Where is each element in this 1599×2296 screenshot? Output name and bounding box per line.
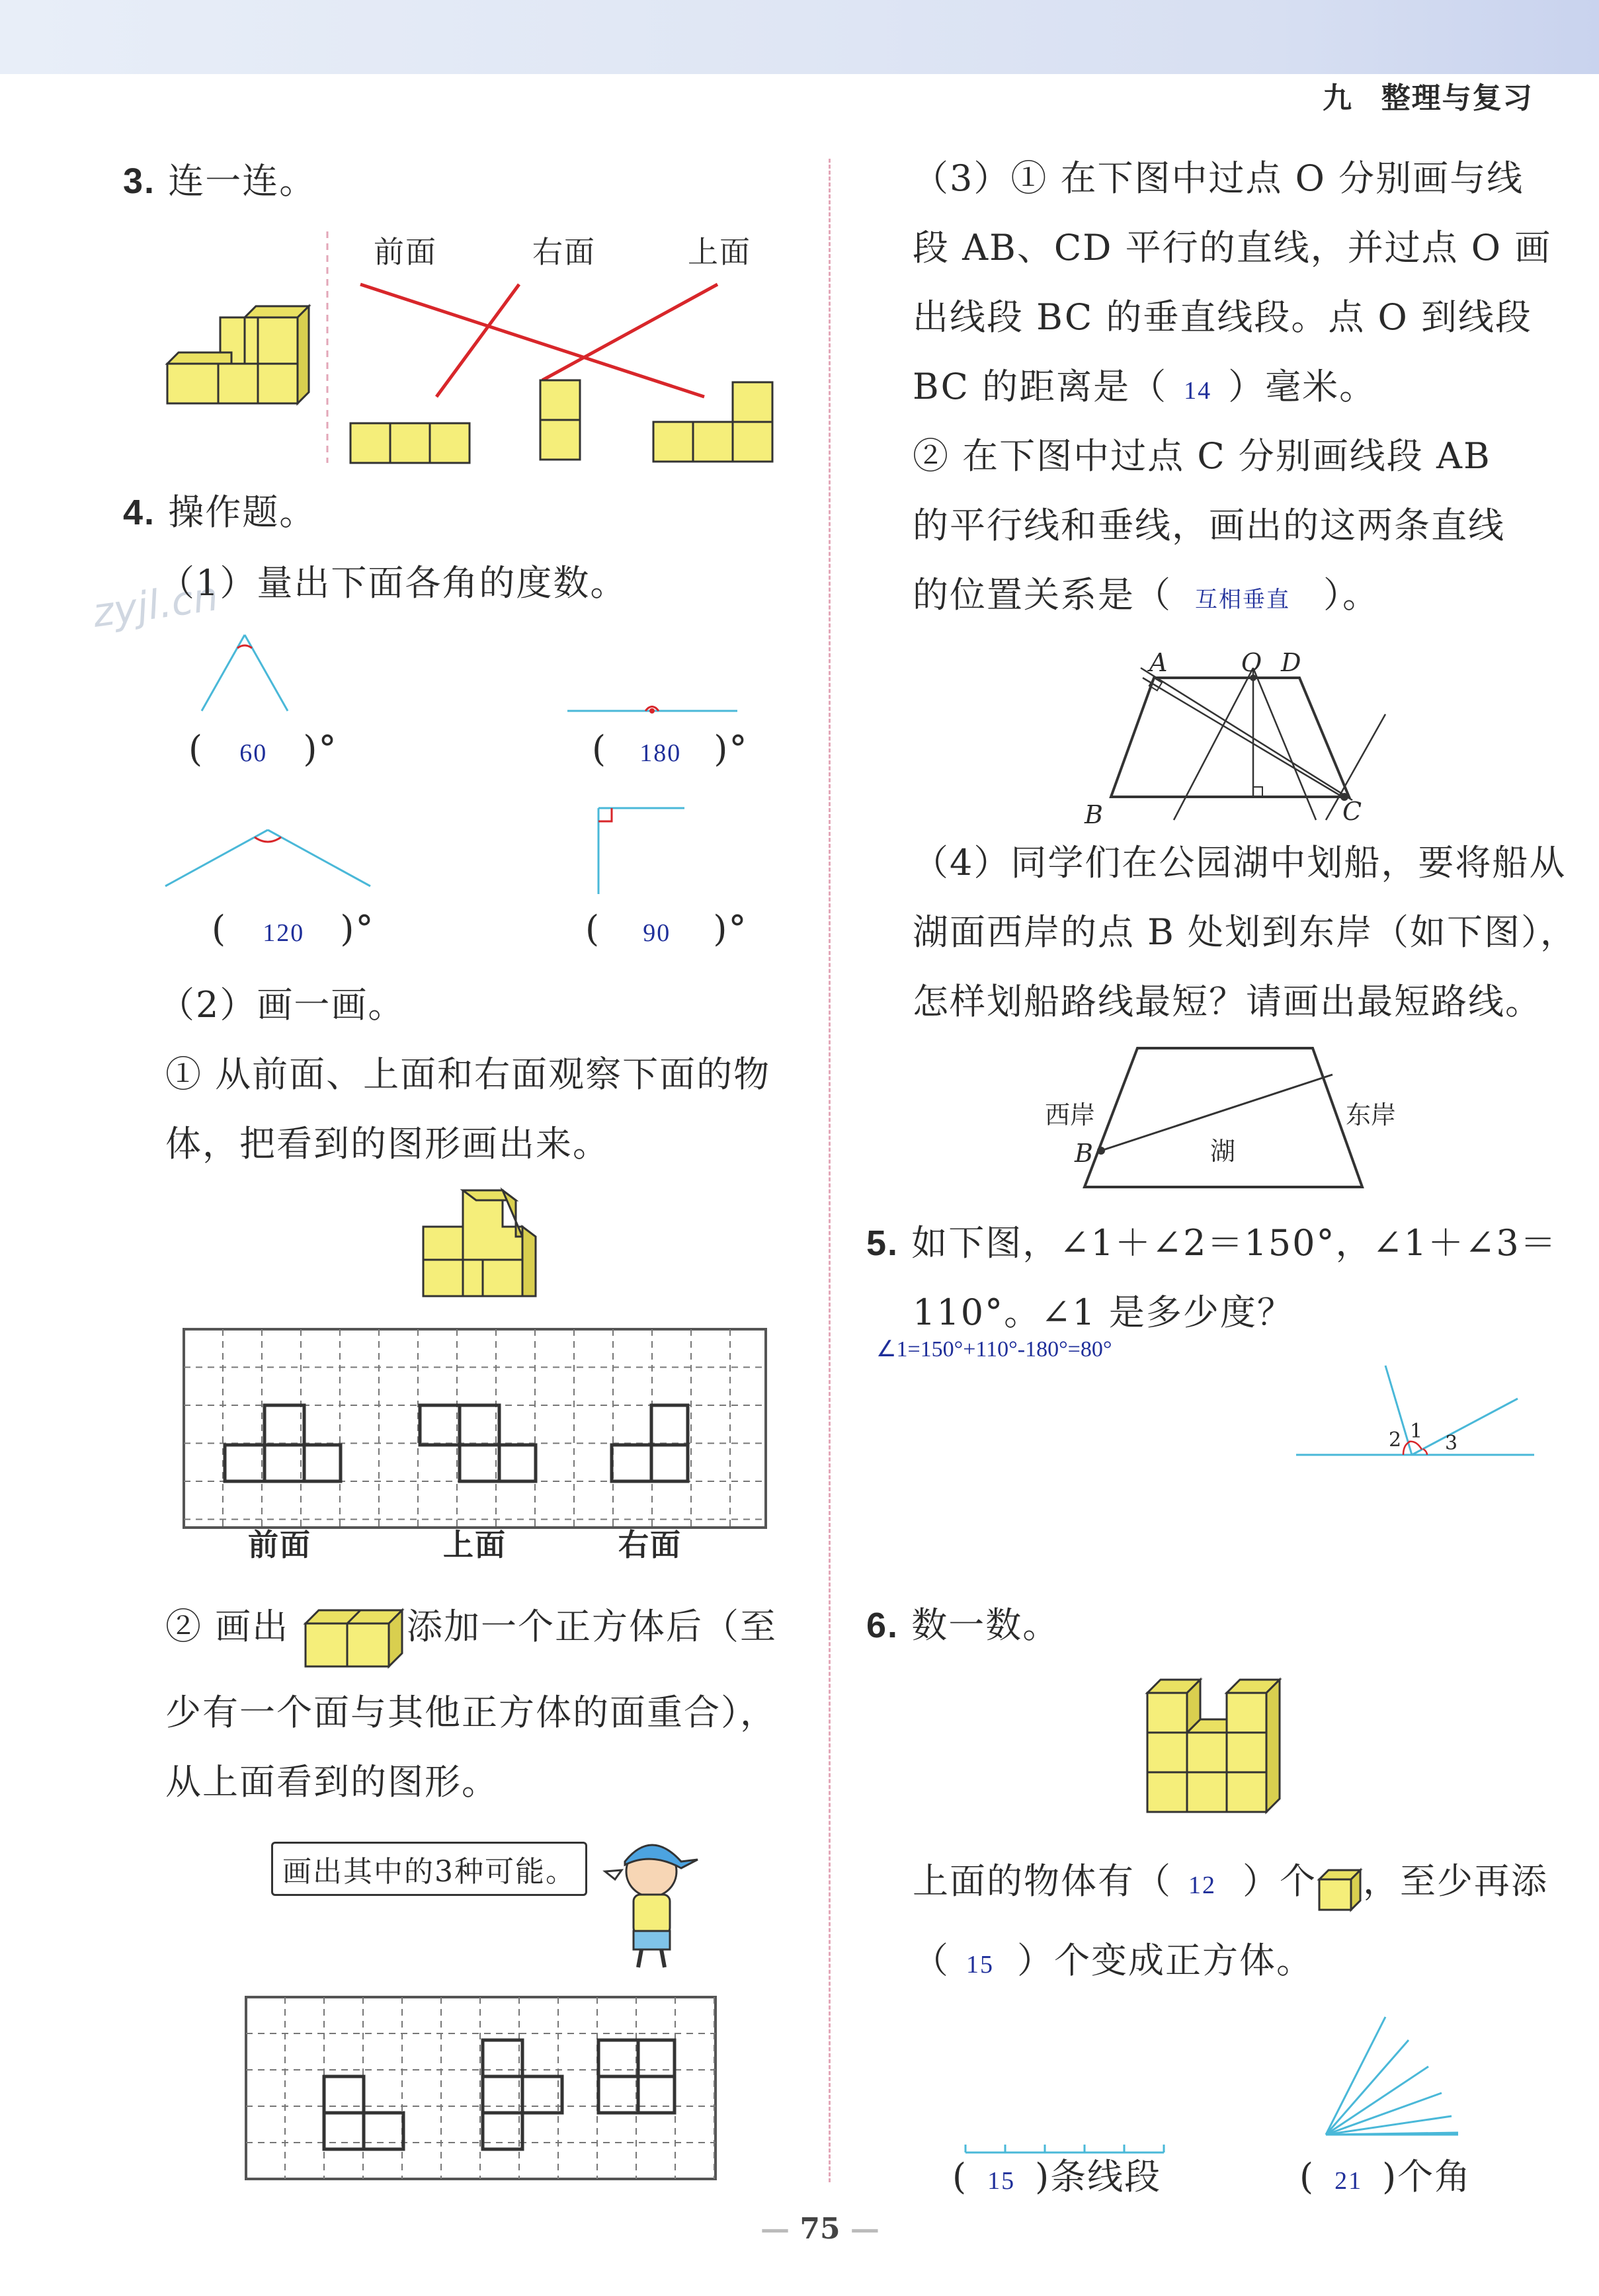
- p3-2-line3: 的位置关系是（ 互相垂直 ）。: [913, 574, 1379, 616]
- q4-p2-2-b: 添加一个正方体后（至: [407, 1606, 777, 1647]
- angle-180-value: 180: [639, 739, 682, 767]
- q6-title: 数一数。: [911, 1604, 1060, 1646]
- q4-p2-1-line2: 体，把看到的图形画出来。: [165, 1123, 610, 1165]
- q3-title: 连一连。: [168, 160, 317, 202]
- q3-label-front: 前面: [374, 234, 437, 270]
- fig-point-A: A: [1149, 648, 1168, 677]
- q6-line1: 上面的物体有（ 12 ）个 ，至少再添: [913, 1862, 1548, 1905]
- header-section: 整理与复习: [1381, 82, 1534, 114]
- angle-90-answer: ( 90 )°: [585, 908, 748, 950]
- p3-2-answer: 互相垂直: [1195, 587, 1290, 613]
- p4-line1: （4）同学们在公园湖中划船，要将船从: [913, 842, 1567, 883]
- angle-60-answer: ( 60 )°: [188, 728, 338, 770]
- angle-180-answer: ( 180 )°: [592, 728, 749, 770]
- q6-count-answer: 12: [1188, 1871, 1216, 1899]
- q5-label-1: 1: [1410, 1420, 1423, 1443]
- q4-p2-2-line2: 少有一个面与其他正方体的面重合），: [165, 1692, 777, 1733]
- q4-p2-2-line3: 从上面看到的图形。: [165, 1761, 499, 1803]
- lake-east: 东岸: [1346, 1100, 1397, 1129]
- grid1-label-top: 上面: [443, 1527, 507, 1563]
- q5-label-3: 3: [1445, 1432, 1458, 1455]
- fig-point-O: O: [1241, 648, 1262, 677]
- grid1-label-front: 前面: [248, 1527, 311, 1563]
- q6-number: 6.: [866, 1606, 899, 1645]
- lake-west: 西岸: [1045, 1100, 1096, 1129]
- q4-p2: （2）画一画。: [159, 984, 405, 1026]
- q6-add-answer: 15: [966, 1951, 994, 1979]
- p3-line4: BC 的距离是（ 14 ）毫米。: [913, 366, 1377, 407]
- q4-title: 操作题。: [168, 491, 317, 533]
- q6-angles-answer: ( 21 )个角: [1299, 2156, 1472, 2197]
- p3-2-line1: ② 在下图中过点 C 分别画线段 AB: [913, 435, 1491, 477]
- q3-label-right: 右面: [532, 234, 596, 270]
- p3-line2: 段 AB、CD 平行的直线，并过点 O 画: [913, 227, 1552, 268]
- grid1-label-right: 右面: [618, 1527, 682, 1563]
- fig-point-D: D: [1281, 648, 1301, 677]
- page-number: — 75 —: [760, 2212, 880, 2246]
- lake-label: 湖: [1210, 1137, 1236, 1166]
- angle-60-value: 60: [239, 739, 268, 767]
- q4-p2-1-line1: ① 从前面、上面和右面观察下面的物: [165, 1053, 771, 1095]
- q6-segments-value: 15: [987, 2167, 1016, 2195]
- p4-line2: 湖面西岸的点 B 处划到东岸（如下图），: [913, 911, 1578, 953]
- q4-p2-2-a: ② 画出: [165, 1606, 290, 1647]
- q5-label-2: 2: [1389, 1428, 1402, 1452]
- q4-number: 4.: [123, 493, 156, 532]
- q3-label-top: 上面: [688, 234, 751, 270]
- q6-angles-value: 21: [1334, 2167, 1363, 2195]
- p3-2-line2: 的平行线和垂线，画出的这两条直线: [913, 505, 1505, 546]
- q3-number: 3.: [123, 161, 156, 201]
- angle-120-value: 120: [263, 919, 305, 947]
- q6-segments-answer: ( 15 )条线段: [952, 2156, 1162, 2197]
- p4-line3: 怎样划船路线最短？请画出最短路线。: [913, 981, 1542, 1022]
- angle-90-value: 90: [643, 919, 671, 947]
- p3-line1: （3）① 在下图中过点 O 分别画与线: [913, 157, 1524, 199]
- q4-p1: （1）量出下面各角的度数。: [159, 562, 628, 604]
- q5-number: 5.: [866, 1223, 899, 1263]
- q5-line2: 110°。∠1 是多少度？: [913, 1292, 1294, 1333]
- q5-answer: ∠1=150°+110°-180°=80°: [876, 1337, 1112, 1362]
- q5-line1: 5. 如下图，∠1＋∠2＝150°，∠1＋∠3＝: [866, 1222, 1557, 1264]
- q4-watermark: zyjl.cn: [90, 573, 222, 637]
- bubble-text: 画出其中的3种可能。: [282, 1855, 576, 1889]
- fig-point-B: B: [1085, 800, 1103, 829]
- fig-point-C: C: [1342, 797, 1362, 826]
- lake-point-B: B: [1075, 1139, 1093, 1168]
- p3-answer: 14: [1184, 377, 1212, 405]
- q6-line2: （ 15 ）个变成正方体。: [913, 1940, 1313, 1981]
- p3-line3: 出线段 BC 的垂直线段。点 O 到线段: [913, 296, 1532, 338]
- angle-120-answer: ( 120 )°: [212, 908, 375, 950]
- header-chapter: 九: [1323, 82, 1353, 114]
